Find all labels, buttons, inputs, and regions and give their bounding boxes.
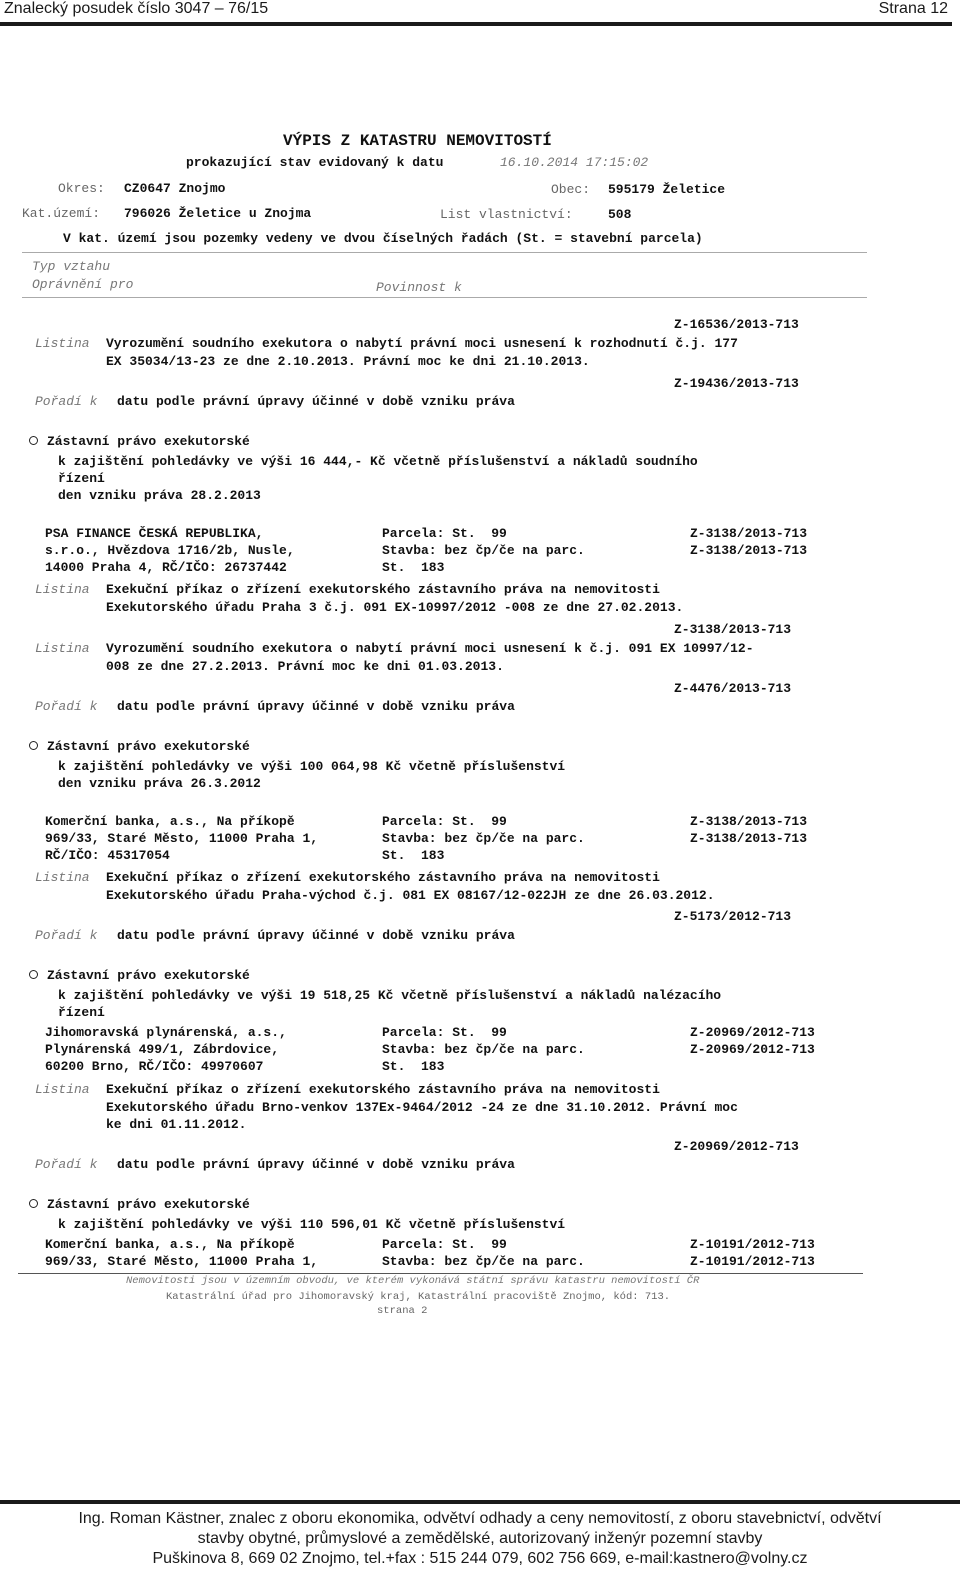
owner-line: 969/33, Staré Město, 11000 Praha 1, bbox=[45, 1254, 319, 1269]
ref-number: Z-3138/2013-713 bbox=[690, 814, 808, 829]
parcel-line: St. 183 bbox=[382, 560, 445, 575]
lien-detail: k zajištění pohledávky ve výši 100 064,98 Kč včetně příslušenství bbox=[58, 759, 566, 774]
document-line: Exekutorského úřadu Brno-venkov 137Ex-9464/2012 -24 ze dne 31.10.2012. Právní moc bbox=[106, 1100, 738, 1115]
owner-line: 60200 Brno, RČ/IČO: 49970607 bbox=[45, 1059, 264, 1074]
extract-subtitle: prokazující stav evidovaný k datu bbox=[186, 155, 444, 170]
ref-number: Z-20969/2012-713 bbox=[674, 1139, 799, 1154]
ref-number: Z-20969/2012-713 bbox=[690, 1025, 815, 1040]
owner-line: s.r.o., Hvězdova 1716/2b, Nusle, bbox=[45, 543, 295, 558]
parcel-line: Stavba: bez čp/če na parc. bbox=[382, 1254, 585, 1269]
parcel-line: Parcela: St. 99 bbox=[382, 1025, 507, 1040]
numbering-note: V kat. území jsou pozemky vedeny ve dvou číselných řadách (St. = stavební parcela) bbox=[63, 231, 703, 246]
obec-value: 595179 Želetice bbox=[608, 182, 726, 197]
owner-line: Jihomoravská plynárenská, a.s., bbox=[45, 1025, 287, 1040]
listina-label: Listina bbox=[35, 582, 90, 597]
document-line: ke dni 01.11.2012. bbox=[106, 1117, 247, 1132]
parcel-line: Parcela: St. 99 bbox=[382, 1237, 507, 1252]
poradi-label: Pořadí k bbox=[35, 928, 98, 943]
report-number: Znalecký posudek číslo 3047 – 76/15 bbox=[4, 0, 269, 17]
ref-number: Z-20969/2012-713 bbox=[690, 1042, 815, 1057]
obec-label: Obec: bbox=[551, 182, 591, 197]
document-line: Vyrozumění soudního exekutora o nabytí právní moci usnesení k č.j. 091 EX 10997/12- bbox=[106, 641, 754, 656]
extract-date: 16.10.2014 17:15:02 bbox=[500, 155, 649, 170]
lv-label: List vlastnictví: bbox=[440, 207, 573, 222]
ref-number: Z-3138/2013-713 bbox=[690, 831, 808, 846]
bullet-icon bbox=[29, 970, 38, 979]
order-line: datu podle právní úpravy účinné v době vzniku práva bbox=[117, 1157, 515, 1172]
page-number: Strana 12 bbox=[878, 0, 948, 17]
okres-label: Okres: bbox=[58, 181, 105, 196]
document-line: Vyrozumění soudního exekutora o nabytí právní moci usnesení k rozhodnutí č.j. 177 bbox=[106, 336, 738, 351]
divider bbox=[22, 252, 867, 253]
ref-number: Z-19436/2013-713 bbox=[674, 376, 799, 391]
ref-number: Z-10191/2012-713 bbox=[690, 1254, 815, 1269]
listina-label: Listina bbox=[35, 641, 90, 656]
katuzemi-value: 796026 Želetice u Znojma bbox=[124, 206, 312, 221]
opravneni-label: Oprávnění pro bbox=[32, 277, 134, 292]
document-line: Exekutorského úřadu Praha-východ č.j. 081 EX 08167/12-022JH ze dne 26.03.2012. bbox=[106, 888, 715, 903]
parcel-line: Stavba: bez čp/če na parc. bbox=[382, 831, 585, 846]
owner-line: PSA FINANCE ČESKÁ REPUBLIKA, bbox=[45, 526, 264, 541]
owner-line: Komerční banka, a.s., Na příkopě bbox=[45, 1237, 295, 1252]
parcel-line: Parcela: St. 99 bbox=[382, 526, 507, 541]
lv-value: 508 bbox=[608, 207, 632, 222]
listina-label: Listina bbox=[35, 336, 90, 351]
ref-number: Z-4476/2013-713 bbox=[674, 681, 792, 696]
footnote: Katastrální úřad pro Jihomoravský kraj, Katastrální pracoviště Znojmo, kód: 713. bbox=[166, 1291, 671, 1303]
owner-line: Plynárenská 499/1, Zábrdovice, bbox=[45, 1042, 280, 1057]
footer-line: Puškinova 8, 669 02 Znojmo, tel.+fax : 515 244 079, 602 756 669, e-mail:kastnero@volny.cz bbox=[152, 1550, 808, 1567]
page-footer bbox=[0, 1500, 960, 1583]
owner-line: RČ/IČO: 45317054 bbox=[45, 848, 170, 863]
lien-detail: řízení bbox=[58, 471, 105, 486]
ref-number: Z-5173/2012-713 bbox=[674, 909, 792, 924]
typ-vztahu-label: Typ vztahu bbox=[32, 259, 111, 274]
ref-number: Z-10191/2012-713 bbox=[690, 1237, 815, 1252]
lien-title: Zástavní právo exekutorské bbox=[47, 739, 250, 754]
document-line: Exekutorského úřadu Praha 3 č.j. 091 EX-10997/2012 -008 ze dne 27.02.2013. bbox=[106, 600, 684, 615]
parcel-line: Stavba: bez čp/če na parc. bbox=[382, 1042, 585, 1057]
order-line: datu podle právní úpravy účinné v době vzniku práva bbox=[117, 394, 515, 409]
owner-line: 969/33, Staré Město, 11000 Praha 1, bbox=[45, 831, 319, 846]
listina-label: Listina bbox=[35, 1082, 90, 1097]
ref-number: Z-3138/2013-713 bbox=[690, 543, 808, 558]
lien-detail: k zajištění pohledávky ve výši 110 596,01 Kč včetně příslušenství bbox=[58, 1217, 566, 1232]
lien-title: Zástavní právo exekutorské bbox=[47, 434, 250, 449]
document-line: Exekuční příkaz o zřízení exekutorského zástavního práva na nemovitosti bbox=[106, 1082, 660, 1097]
povinnost-label: Povinnost k bbox=[376, 280, 462, 295]
document-line: 008 ze dne 27.2.2013. Právní moc ke dni 01.03.2013. bbox=[106, 659, 504, 674]
parcel-line: St. 183 bbox=[382, 848, 445, 863]
katuzemi-label: Kat.území: bbox=[22, 206, 101, 221]
poradi-label: Pořadí k bbox=[35, 699, 98, 714]
lien-title: Zástavní právo exekutorské bbox=[47, 968, 250, 983]
bullet-icon bbox=[29, 1199, 38, 1208]
order-line: datu podle právní úpravy účinné v době vzniku práva bbox=[117, 928, 515, 943]
footnote-page: strana 2 bbox=[377, 1305, 428, 1317]
okres-value: CZ0647 Znojmo bbox=[124, 181, 226, 196]
footnote: Nemovitosti jsou v územním obvodu, ve kterém vykonává státní správu katastru nemovitostí ČR bbox=[126, 1275, 700, 1287]
lien-detail: k zajištění pohledávky ve výši 19 518,25 Kč včetně příslušenství a nákladů nalézacího bbox=[58, 988, 722, 1003]
ref-number: Z-16536/2013-713 bbox=[674, 317, 799, 332]
ref-number: Z-3138/2013-713 bbox=[690, 526, 808, 541]
parcel-line: Parcela: St. 99 bbox=[382, 814, 507, 829]
document-line: Exekuční příkaz o zřízení exekutorského zástavního práva na nemovitosti bbox=[106, 582, 660, 597]
order-line: datu podle právní úpravy účinné v době vzniku práva bbox=[117, 699, 515, 714]
bullet-icon bbox=[29, 741, 38, 750]
footer-line: Ing. Roman Kästner, znalec z oboru ekonomika, odvětví odhady a ceny nemovitostí, z oboru stavebnictví, odvětví bbox=[78, 1510, 882, 1527]
owner-line: 14000 Praha 4, RČ/IČO: 26737442 bbox=[45, 560, 287, 575]
parcel-line: St. 183 bbox=[382, 1059, 445, 1074]
bullet-icon bbox=[29, 436, 38, 445]
lien-detail: den vzniku práva 28.2.2013 bbox=[58, 488, 261, 503]
lien-title: Zástavní právo exekutorské bbox=[47, 1197, 250, 1212]
lien-detail: řízení bbox=[58, 1005, 105, 1020]
document-line: Exekuční příkaz o zřízení exekutorského zástavního práva na nemovitosti bbox=[106, 870, 660, 885]
ref-number: Z-3138/2013-713 bbox=[674, 622, 792, 637]
parcel-line: Stavba: bez čp/če na parc. bbox=[382, 543, 585, 558]
divider bbox=[22, 297, 867, 298]
lien-detail: k zajištění pohledávky ve výši 16 444,- Kč včetně příslušenství a nákladů soudního bbox=[58, 454, 698, 469]
listina-label: Listina bbox=[35, 870, 90, 885]
lien-detail: den vzniku práva 26.3.2012 bbox=[58, 776, 261, 791]
owner-line: Komerční banka, a.s., Na příkopě bbox=[45, 814, 295, 829]
footer-line: stavby obytné, průmyslové a zemědělské, autorizovaný inženýr pozemní stavby bbox=[197, 1530, 763, 1547]
poradi-label: Pořadí k bbox=[35, 394, 98, 409]
extract-title: VÝPIS Z KATASTRU NEMOVITOSTÍ bbox=[283, 132, 552, 150]
poradi-label: Pořadí k bbox=[35, 1157, 98, 1172]
document-line: EX 35034/13-23 ze dne 2.10.2013. Právní moc ke dni 21.10.2013. bbox=[106, 354, 590, 369]
